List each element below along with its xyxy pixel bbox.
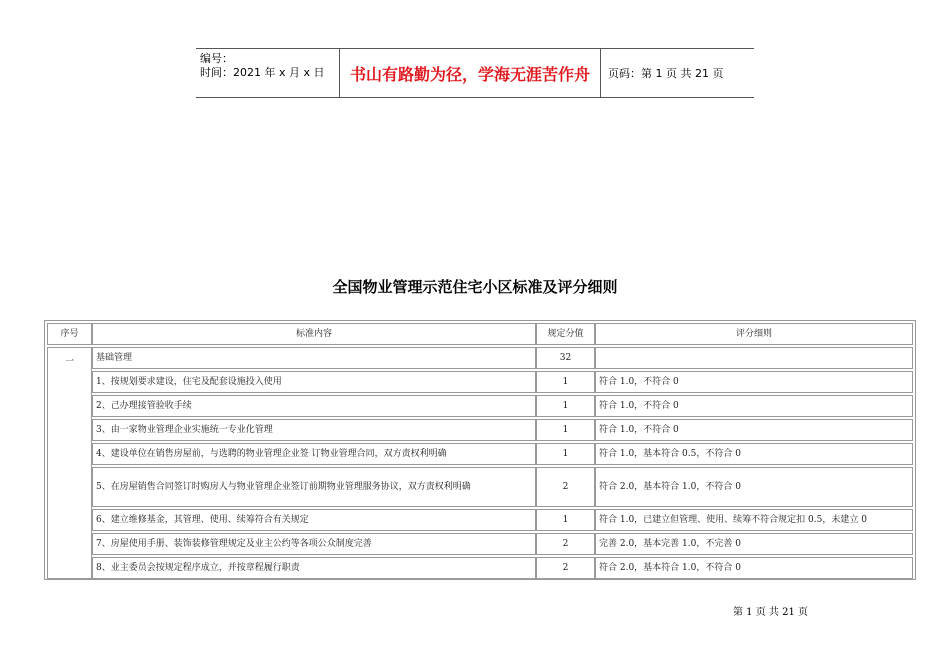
header-page-number: 页码：第 1 页 共 21 页 bbox=[608, 67, 724, 80]
section-number: 一 bbox=[47, 347, 92, 579]
score-cell: 2 bbox=[536, 467, 595, 507]
eval-cell: 符合 2.0，基本符合 1.0，不符合 0 bbox=[595, 467, 913, 507]
document-title: 全国物业管理示范住宅小区标准及评分细则 bbox=[332, 278, 618, 296]
standard-cell: 6、建立维修基金，其管理、使用、续筹符合有关规定 bbox=[92, 509, 536, 531]
eval-cell: 符合 1.0，已建立但管理、使用、续筹不符合规定扣 0.5，未建立 0 bbox=[595, 509, 913, 531]
score-cell: 1 bbox=[536, 419, 595, 441]
header-meta bbox=[196, 49, 339, 97]
standard-cell: 8、业主委员会按规定程序成立，并按章程履行职责 bbox=[92, 557, 536, 579]
table-header-row bbox=[45, 323, 915, 345]
header-eval: 评分细则 bbox=[595, 323, 913, 345]
score-cell: 2 bbox=[536, 557, 595, 579]
standard-cell: 3、由一家物业管理企业实施统一专业化管理 bbox=[92, 419, 536, 441]
standard-cell: 7、房屋使用手册、装饰装修管理规定及业主公约等各项公众制度完善 bbox=[92, 533, 536, 555]
scoring-table bbox=[44, 320, 916, 580]
header-score: 规定分值 bbox=[536, 323, 595, 345]
standard-cell: 4、建设单位在销售房屋前，与选聘的物业管理企业签 订物业管理合同，双方责权利明确 bbox=[92, 443, 536, 465]
eval-cell: 符合 1.0，不符合 0 bbox=[595, 371, 913, 393]
table-row bbox=[45, 443, 915, 465]
eval-cell: 符合 2.0，基本符合 1.0，不符合 0 bbox=[595, 557, 913, 579]
score-cell: 1 bbox=[536, 443, 595, 465]
table-row bbox=[45, 419, 915, 441]
eval-cell: 符合 1.0，基本符合 0.5，不符合 0 bbox=[595, 443, 913, 465]
table-row bbox=[45, 557, 915, 579]
table-row bbox=[45, 371, 915, 393]
eval-cell: 符合 1.0，不符合 0 bbox=[595, 395, 913, 417]
standard-cell: 1、按规划要求建设，住宅及配套设施投入使用 bbox=[92, 371, 536, 393]
document-number-label: 编号： bbox=[200, 52, 233, 65]
table-row bbox=[45, 347, 915, 369]
eval-cell bbox=[595, 347, 913, 369]
document-time-label: 时间：2021 年 x 月 x 日 bbox=[200, 66, 325, 79]
header-no: 序号 bbox=[47, 323, 92, 345]
page-header bbox=[196, 48, 754, 98]
table-row bbox=[45, 395, 915, 417]
score-cell: 1 bbox=[536, 371, 595, 393]
table-row bbox=[45, 509, 915, 531]
score-cell: 1 bbox=[536, 509, 595, 531]
table-row bbox=[45, 467, 915, 507]
score-cell: 32 bbox=[536, 347, 595, 369]
header-standard: 标准内容 bbox=[92, 323, 536, 345]
page-footer: 第 1 页 共 21 页 bbox=[733, 607, 808, 618]
score-cell: 1 bbox=[536, 395, 595, 417]
standard-cell: 2、己办理接管验收手续 bbox=[92, 395, 536, 417]
header-motto: 书山有路勤为径，学海无涯苦作舟 bbox=[339, 49, 601, 97]
table-row bbox=[45, 533, 915, 555]
eval-cell: 符合 1.0，不符合 0 bbox=[595, 419, 913, 441]
eval-cell: 完善 2.0，基本完善 1.0，不完善 0 bbox=[595, 533, 913, 555]
score-cell: 2 bbox=[536, 533, 595, 555]
standard-cell: 基础管理 bbox=[92, 347, 536, 369]
standard-cell: 5、在房屋销售合同签订时购房人与物业管理企业签订前期物业管理服务协议，双方责权利明确 bbox=[92, 467, 536, 507]
